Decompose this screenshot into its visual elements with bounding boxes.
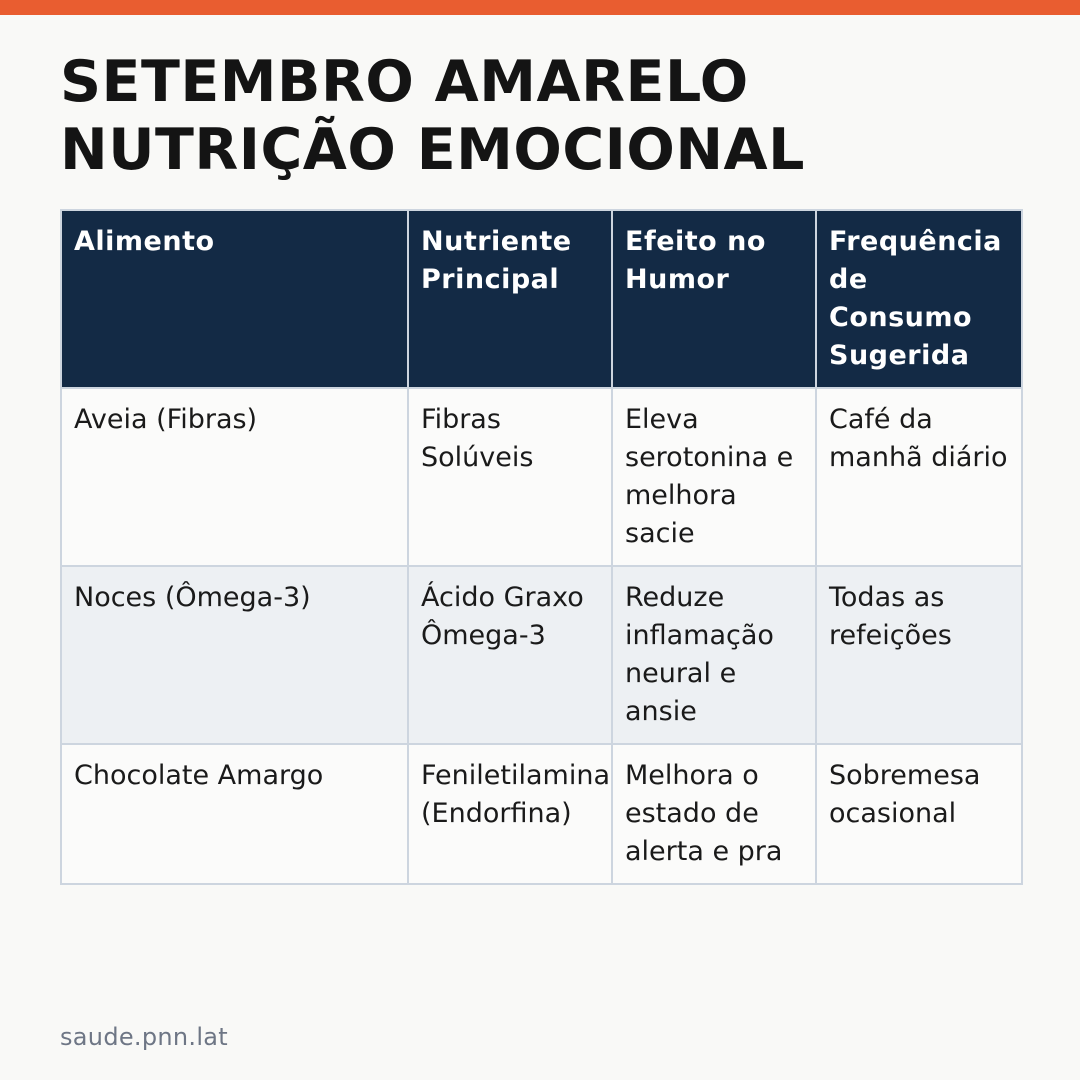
cell-nutriente: Fibras Solúveis [408, 388, 612, 566]
cell-alimento: Aveia (Fibras) [61, 388, 408, 566]
cell-frequencia: Sobremesa ocasional [816, 744, 1022, 884]
header-nutriente: Nutriente Principal [408, 210, 612, 388]
cell-alimento: Chocolate Amargo [61, 744, 408, 884]
title-line-1: SETEMBRO AMARELO [60, 49, 749, 115]
table-row [61, 566, 1022, 744]
top-accent-bar [0, 0, 1080, 15]
header-efeito: Efeito no Humor [612, 210, 816, 388]
cell-frequencia: Todas as refeições [816, 566, 1022, 744]
cell-nutriente-line: Feniletilamina (Endorfina) [421, 760, 610, 829]
cell-efeito: Melhora o estado de alerta e pra [612, 744, 816, 884]
footer-site-url: saude.pnn.lat [60, 1023, 229, 1051]
table-row [61, 388, 1022, 566]
cell-frequencia: Café da manhã diário [816, 388, 1022, 566]
header-alimento: Alimento [61, 210, 408, 388]
table-row [61, 744, 1022, 884]
cell-efeito: Eleva serotonina e melhora sacie [612, 388, 816, 566]
cell-alimento: Noces (Ômega-3) [61, 566, 408, 744]
table-header-row [61, 210, 1022, 388]
title-line-2: NUTRIÇÃO EMOCIONAL [60, 117, 805, 183]
page-title [60, 48, 1020, 184]
cell-efeito: Reduze inflamação neural e ansie [612, 566, 816, 744]
header-frequencia: Frequência de Consumo Sugerida [816, 210, 1022, 388]
cell-nutriente: Ácido Graxo Ômega-3 [408, 566, 612, 744]
cell-nutriente [408, 744, 612, 884]
nutrition-table [60, 209, 1023, 885]
